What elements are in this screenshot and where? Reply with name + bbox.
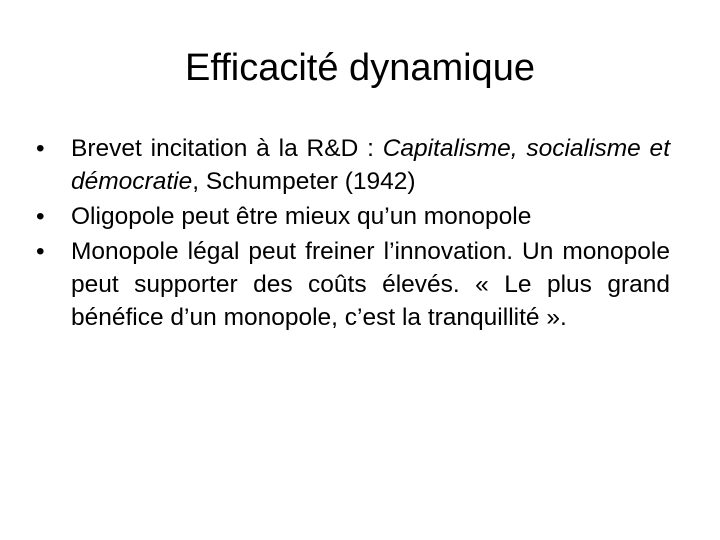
bullet-icon: •: [36, 238, 45, 265]
bullet-item-brevet: [36, 132, 670, 198]
bullet-item-monopole: [36, 235, 670, 334]
bullet-text: Monopole légal peut freiner l’innovation. Un monopole peut supporter des coûts élevés. « Le plus grand bénéfice d’un monopole, c’est la tranquillité ».: [71, 238, 670, 331]
bullet-text: [71, 135, 670, 195]
bullet-text-part: Brevet incitation à la R&D :: [71, 135, 383, 162]
book-title: Capitalisme, socialisme et démocratie: [71, 135, 670, 195]
bullet-icon: •: [36, 203, 45, 230]
slide-title: Efficacité dynamique: [185, 47, 535, 89]
bullet-item-oligopole: [36, 200, 670, 233]
bullet-text: Oligopole peut être mieux qu’un monopole: [71, 203, 532, 230]
bullet-icon: •: [36, 135, 45, 162]
bullet-list: [36, 132, 670, 336]
bullet-text-part: , Schumpeter (1942): [192, 168, 416, 195]
